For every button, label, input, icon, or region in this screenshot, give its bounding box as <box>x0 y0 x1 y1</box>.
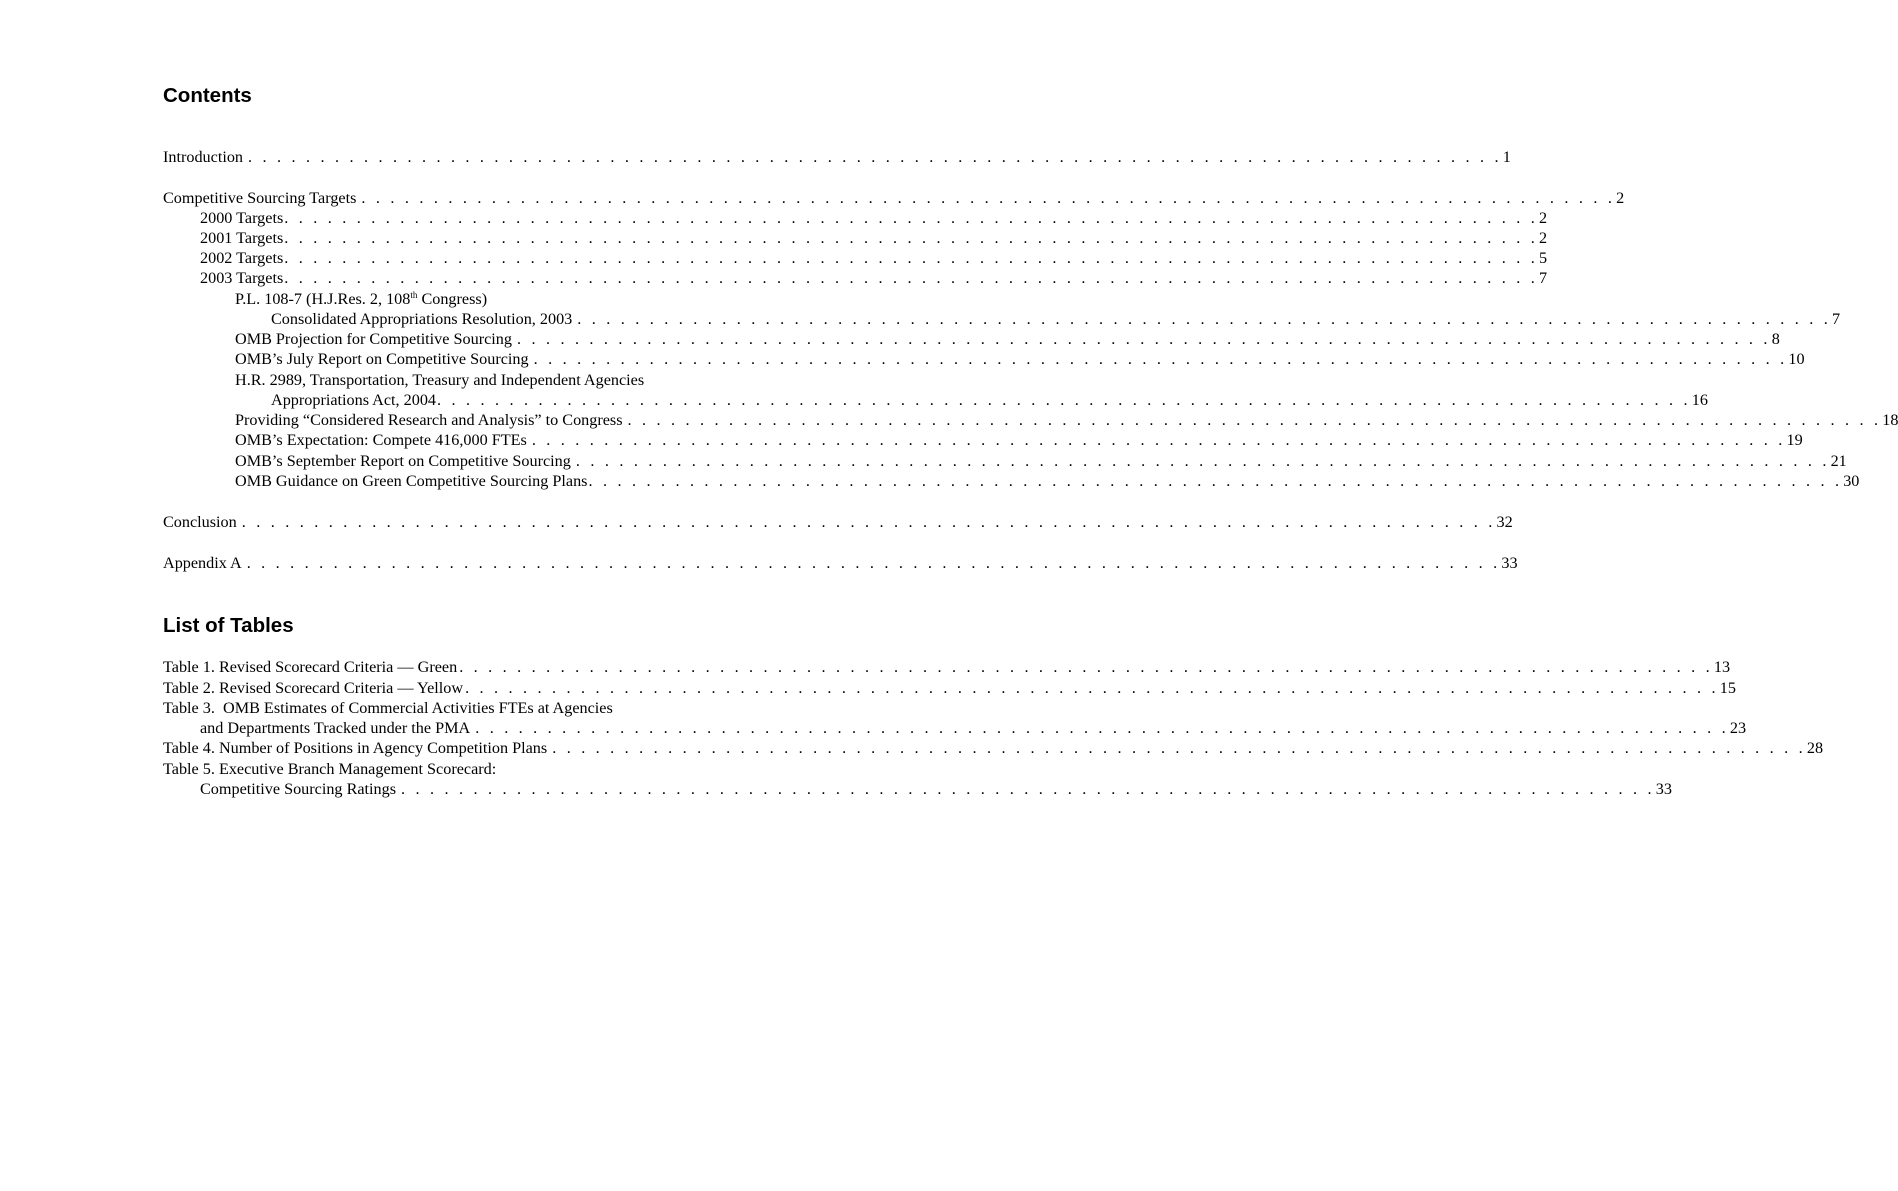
table-entry-page: 15 <box>1719 679 1736 697</box>
toc-entry-omb-july-report[interactable] <box>235 349 1805 369</box>
toc-entry-label-suffix: Congress) <box>417 290 488 308</box>
dot-leader: . . . . . . . . . . . . . . . . . . . . . . . . . . . . . . . . . . . . . . . . . . . . . . . . . . . . . . . . . . . . . . . . . . . . . . . . . . . . . . . . . . . . . . . <box>627 411 1882 429</box>
toc-entry-omb-projection[interactable] <box>235 329 1780 349</box>
table-entry-page: 33 <box>1655 780 1672 798</box>
dot-leader: . . . . . . . . . . . . . . . . . . . . . . . . . . . . . . . . . . . . . . . . . . . . . . . . . . . . . . . . . . . . . . . . . . . . . . . . . . . . . . . . . . . . . . . <box>531 431 1786 449</box>
toc-entry-omb-guidance[interactable] <box>235 471 1860 491</box>
toc-entry-label: 2003 Targets <box>200 269 284 287</box>
toc-entry-label: Appropriations Act, 2004 <box>271 391 437 409</box>
table-entry-1[interactable] <box>163 657 1731 677</box>
table-entry-3-line2[interactable] <box>200 718 1747 738</box>
table-entry-label: Table 1. Revised Scorecard Criteria — Green <box>163 658 458 676</box>
toc-entry-label: H.R. 2989, Transportation, Treasury and Independent Agencies <box>235 371 645 389</box>
contents-heading: Contents <box>163 84 252 107</box>
table-entry-page: 23 <box>1729 719 1747 737</box>
toc-entry-page: 33 <box>1501 554 1518 572</box>
table-entry-label: Table 4. Number of Positions in Agency Competition Plans <box>163 739 548 757</box>
toc-entry-page: 10 <box>1788 350 1805 368</box>
toc-entry-label: Conclusion <box>163 513 237 531</box>
table-entry-page: 13 <box>1713 658 1731 676</box>
toc-entry-label-superscript: th <box>410 290 418 300</box>
dot-leader: . . . . . . . . . . . . . . . . . . . . . . . . . . . . . . . . . . . . . . . . . . . . . . . . . . . . . . . . . . . . . . . . . . . . . . . . . . . . . . . . . . . . . . . <box>475 719 1729 737</box>
toc-entry-2000-targets[interactable] <box>200 208 1548 228</box>
table-entry-label: and Departments Tracked under the PMA <box>200 719 471 737</box>
toc-entry-introduction[interactable] <box>163 147 1511 167</box>
toc-entry-consolidated-appropriations[interactable] <box>271 309 1841 329</box>
dot-leader: . . . . . . . . . . . . . . . . . . . . . . . . . . . . . . . . . . . . . . . . . . . . . . . . . . . . . . . . . . . . . . . . . . . . . . . . . . . . . . . . . . . . . . . <box>284 249 1538 267</box>
toc-entry-label: OMB Projection for Competitive Sourcing <box>235 330 512 348</box>
toc-entry-label-prefix: P.L. 108-7 (H.J.Res. 2, 108 <box>235 290 411 308</box>
dot-leader: . . . . . . . . . . . . . . . . . . . . . . . . . . . . . . . . . . . . . . . . . . . . . . . . . . . . . . . . . . . . . . . . . . . . . . . . . . . . . . . . . . . . . . . <box>552 739 1806 757</box>
dot-leader: . . . . . . . . . . . . . . . . . . . . . . . . . . . . . . . . . . . . . . . . . . . . . . . . . . . . . . . . . . . . . . . . . . . . . . . . . . . . . . . . . . . . . . . <box>588 472 1843 490</box>
toc-entry-appendix-a[interactable] <box>163 553 1518 573</box>
toc-entry-page: 16 <box>1691 391 1708 409</box>
table-entry-label: Table 5. Executive Branch Management Scorecard: <box>163 760 497 778</box>
toc-entry-label: 2000 Targets <box>200 209 284 227</box>
table-entry-3-line1[interactable] <box>163 698 613 718</box>
toc-entry-omb-september-report[interactable] <box>235 451 1847 471</box>
toc-entry-pl-108-7-line1[interactable] <box>235 289 487 309</box>
dot-leader: . . . . . . . . . . . . . . . . . . . . . . . . . . . . . . . . . . . . . . . . . . . . . . . . . . . . . . . . . . . . . . . . . . . . . . . . . . . . . . . . . . . . . . . <box>246 554 1501 572</box>
toc-entry-competitive-sourcing-targets[interactable] <box>163 188 1625 208</box>
toc-entry-2003-targets[interactable] <box>200 268 1548 288</box>
dot-leader: . . . . . . . . . . . . . . . . . . . . . . . . . . . . . . . . . . . . . . . . . . . . . . . . . . . . . . . . . . . . . . . . . . . . . . . . . . . . . . . . . . . . . . . <box>401 780 1655 798</box>
toc-entry-label: OMB’s Expectation: Compete 416,000 FTEs <box>235 431 527 449</box>
table-entry-page: 28 <box>1806 739 1824 757</box>
toc-entry-label: Appendix A <box>163 554 242 572</box>
dot-leader: . . . . . . . . . . . . . . . . . . . . . . . . . . . . . . . . . . . . . . . . . . . . . . . . . . . . . . . . . . . . . . . . . . . . . . . . . . . . . . . . . . . . . . . <box>241 513 1496 531</box>
toc-entry-label: OMB’s July Report on Competitive Sourcing <box>235 350 529 368</box>
dot-leader: . . . . . . . . . . . . . . . . . . . . . . . . . . . . . . . . . . . . . . . . . . . . . . . . . . . . . . . . . . . . . . . . . . . . . . . . . . . . . . . . . . . . . . . <box>284 209 1538 227</box>
toc-entry-label: Introduction <box>163 148 244 166</box>
toc-entry-label: Consolidated Appropriations Resolution, 2003 <box>271 310 573 328</box>
toc-entry-page: 7 <box>1831 310 1841 328</box>
toc-entry-2002-targets[interactable] <box>200 248 1548 268</box>
toc-entry-2001-targets[interactable] <box>200 228 1548 248</box>
table-entry-label: Table 3. OMB Estimates of Commercial Activities FTEs at Agencies <box>163 699 613 717</box>
toc-entry-appropriations-act-2004[interactable] <box>271 390 1708 410</box>
toc-entry-omb-expectation[interactable] <box>235 430 1803 450</box>
toc-entry-label: Providing “Considered Research and Analysis” to Congress <box>235 411 623 429</box>
dot-leader: . . . . . . . . . . . . . . . . . . . . . . . . . . . . . . . . . . . . . . . . . . . . . . . . . . . . . . . . . . . . . . . . . . . . . . . . . . . . . . . . . . . . . . . <box>465 679 1719 697</box>
toc-entry-page: 2 <box>1616 189 1625 207</box>
toc-entry-page: 1 <box>1502 148 1511 166</box>
toc-entry-label: OMB’s September Report on Competitive Sourcing <box>235 452 571 470</box>
dot-leader: . . . . . . . . . . . . . . . . . . . . . . . . . . . . . . . . . . . . . . . . . . . . . . . . . . . . . . . . . . . . . . . . . . . . . . . . . . . . . . . . . . . . . . . <box>516 330 1771 348</box>
toc-entry-page: 7 <box>1538 269 1548 287</box>
toc-entry-page: 32 <box>1496 513 1513 531</box>
table-entry-4[interactable] <box>163 738 1824 758</box>
toc-entry-hr-2989-line1[interactable] <box>235 370 644 390</box>
dot-leader: . . . . . . . . . . . . . . . . . . . . . . . . . . . . . . . . . . . . . . . . . . . . . . . . . . . . . . . . . . . . . . . . . . . . . . . . . . . . . . . . . . . . . . . <box>248 148 1502 166</box>
toc-entry-page: 2 <box>1538 209 1548 227</box>
table-entry-5-line1[interactable] <box>163 759 496 779</box>
toc-entry-label: 2002 Targets <box>200 249 284 267</box>
toc-entry-page: 2 <box>1538 229 1548 247</box>
table-entry-5-line2[interactable] <box>200 779 1672 799</box>
dot-leader: . . . . . . . . . . . . . . . . . . . . . . . . . . . . . . . . . . . . . . . . . . . . . . . . . . . . . . . . . . . . . . . . . . . . . . . . . . . . . . . . . . . . . . . <box>361 189 1616 207</box>
toc-entry-page: 8 <box>1771 330 1780 348</box>
toc-entry-label: 2001 Targets <box>200 229 284 247</box>
dot-leader: . . . . . . . . . . . . . . . . . . . . . . . . . . . . . . . . . . . . . . . . . . . . . . . . . . . . . . . . . . . . . . . . . . . . . . . . . . . . . . . . . . . . . . . <box>284 229 1538 247</box>
dot-leader: . . . . . . . . . . . . . . . . . . . . . . . . . . . . . . . . . . . . . . . . . . . . . . . . . . . . . . . . . . . . . . . . . . . . . . . . . . . . . . . . . . . . . . . <box>284 269 1538 287</box>
dot-leader: . . . . . . . . . . . . . . . . . . . . . . . . . . . . . . . . . . . . . . . . . . . . . . . . . . . . . . . . . . . . . . . . . . . . . . . . . . . . . . . . . . . . . . . <box>533 350 1788 368</box>
table-entry-label: Table 2. Revised Scorecard Criteria — Yellow <box>163 679 464 697</box>
dot-leader: . . . . . . . . . . . . . . . . . . . . . . . . . . . . . . . . . . . . . . . . . . . . . . . . . . . . . . . . . . . . . . . . . . . . . . . . . . . . . . . . . . . . . . . <box>437 391 1691 409</box>
toc-entry-page: 30 <box>1843 472 1860 490</box>
toc-entry-label: Competitive Sourcing Targets <box>163 189 357 207</box>
toc-entry-page: 18 <box>1882 411 1898 429</box>
list-of-tables-heading: List of Tables <box>163 614 294 637</box>
dot-leader: . . . . . . . . . . . . . . . . . . . . . . . . . . . . . . . . . . . . . . . . . . . . . . . . . . . . . . . . . . . . . . . . . . . . . . . . . . . . . . . . . . . . . . . <box>459 658 1713 676</box>
toc-entry-page: 19 <box>1786 431 1803 449</box>
dot-leader: . . . . . . . . . . . . . . . . . . . . . . . . . . . . . . . . . . . . . . . . . . . . . . . . . . . . . . . . . . . . . . . . . . . . . . . . . . . . . . . . . . . . . . . <box>575 452 1830 470</box>
toc-entry-considered-research[interactable] <box>235 410 1898 430</box>
toc-entry-page: 21 <box>1830 452 1847 470</box>
toc-entry-conclusion[interactable] <box>163 512 1513 532</box>
table-entry-2[interactable] <box>163 678 1736 698</box>
table-entry-label: Competitive Sourcing Ratings <box>200 780 397 798</box>
dot-leader: . . . . . . . . . . . . . . . . . . . . . . . . . . . . . . . . . . . . . . . . . . . . . . . . . . . . . . . . . . . . . . . . . . . . . . . . . . . . . . . . . . . . . . . <box>577 310 1831 328</box>
toc-entry-page: 5 <box>1538 249 1548 267</box>
toc-entry-label: OMB Guidance on Green Competitive Sourcing Plans <box>235 472 588 490</box>
